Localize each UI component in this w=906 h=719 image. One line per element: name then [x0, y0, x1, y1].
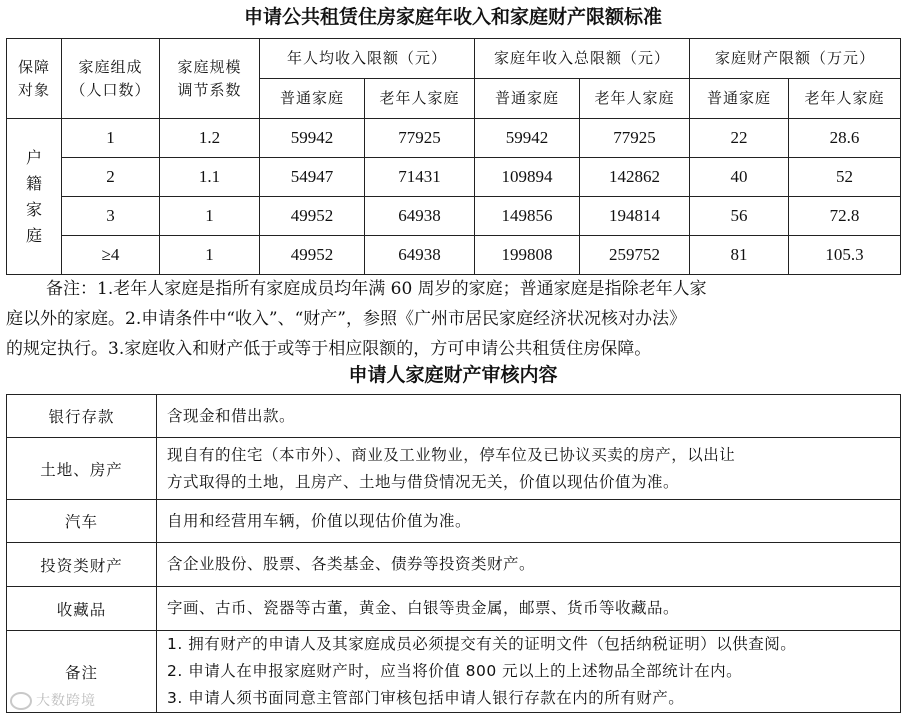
- cell: 105.3: [789, 236, 901, 275]
- cell: 54947: [260, 158, 365, 197]
- table-row: [7, 197, 901, 236]
- cell: 1: [160, 197, 260, 236]
- cell: 142862: [580, 158, 690, 197]
- sub-normal: 普通家庭: [690, 79, 789, 119]
- table-row: [7, 500, 901, 543]
- table-row: [7, 395, 901, 438]
- row-description: 现自有的住宅（本市外）、商业及工业物业，停车位及已协议买卖的房产，以出让 方式取得的土地，且房产、土地与借贷情况无关，价值以现估价值为准。: [157, 438, 901, 500]
- table-row: [7, 119, 901, 158]
- cell: 1.2: [160, 119, 260, 158]
- cell: 109894: [475, 158, 580, 197]
- table-row: [7, 158, 901, 197]
- cell: 49952: [260, 236, 365, 275]
- remarks-line-3: 的规定执行。3.家庭收入和财产低于或等于相应限额的，方可申请公共租赁住房保障。: [6, 339, 652, 359]
- cell: 194814: [580, 197, 690, 236]
- assets-table-title: 申请人家庭财产审核内容: [348, 364, 558, 386]
- assets-review-table: [6, 394, 901, 713]
- table-row: [7, 438, 901, 500]
- cell: 52: [789, 158, 901, 197]
- header-income-total: 家庭年收入总限额（元）: [475, 39, 690, 79]
- cell: 149856: [475, 197, 580, 236]
- watermark-logo-icon: [10, 692, 32, 710]
- cell: 77925: [580, 119, 690, 158]
- cell: 64938: [365, 236, 475, 275]
- header-coefficient: 家庭规模 调节系数: [160, 39, 260, 119]
- row-description: 含现金和借出款。: [157, 395, 901, 438]
- cell: 22: [690, 119, 789, 158]
- cell: 1: [160, 236, 260, 275]
- remarks-line-2: 庭以外的家庭。2.申请条件中“收入”、“财产”，参照《广州市居民家庭经济状况核对办法》: [6, 309, 686, 329]
- table-row: [7, 236, 901, 275]
- header-income-per-capita: 年人均收入限额（元）: [260, 39, 475, 79]
- cell: 81: [690, 236, 789, 275]
- cell: 59942: [475, 119, 580, 158]
- sub-elderly: 老年人家庭: [580, 79, 690, 119]
- cell: 2: [62, 158, 160, 197]
- cell: ≥4: [62, 236, 160, 275]
- cell: 28.6: [789, 119, 901, 158]
- row-label: 汽车: [7, 500, 157, 543]
- row-description: 含企业股份、股票、各类基金、债券等投资类财产。: [157, 543, 901, 587]
- watermark: 大数跨境: [10, 690, 96, 710]
- cell: 59942: [260, 119, 365, 158]
- row-description: 1. 拥有财产的申请人及其家庭成员必须提交有关的证明文件（包括纳税证明）以供查阅。 2. 申请人在申报家庭财产时，应当将价值 800 元以上的上述物品全部统计在内。 3. 申请人须书面同意主管部门审核包括申请人银行存款在内的所有财产。: [157, 631, 901, 713]
- remarks-line-1: 备注：1.老年人家庭是指所有家庭成员均年满 60 周岁的家庭；普通家庭是指除老年人家: [46, 279, 707, 299]
- table-row: [7, 587, 901, 631]
- sub-elderly: 老年人家庭: [365, 79, 475, 119]
- row-label: 投资类财产: [7, 543, 157, 587]
- cell: 72.8: [789, 197, 901, 236]
- cell: 49952: [260, 197, 365, 236]
- remarks-paragraph: [6, 274, 896, 364]
- row-label: 银行存款: [7, 395, 157, 438]
- table-row: [7, 631, 901, 713]
- sub-normal: 普通家庭: [260, 79, 365, 119]
- table-row: [7, 543, 901, 587]
- cell: 1.1: [160, 158, 260, 197]
- cell: 40: [690, 158, 789, 197]
- cell: 1: [62, 119, 160, 158]
- cell: 3: [62, 197, 160, 236]
- cell: 259752: [580, 236, 690, 275]
- cell: 77925: [365, 119, 475, 158]
- header-family-size: 家庭组成 （人口数）: [62, 39, 160, 119]
- income-table-title: 申请公共租赁住房家庭年收入和家庭财产限额标准: [243, 6, 662, 28]
- header-assets: 家庭财产限额（万元）: [690, 39, 901, 79]
- cell: 199808: [475, 236, 580, 275]
- income-limit-table: [6, 38, 901, 275]
- header-object: 保障 对象: [7, 39, 62, 119]
- cell: 71431: [365, 158, 475, 197]
- header-row-1: [7, 39, 901, 79]
- cell: 56: [690, 197, 789, 236]
- sub-normal: 普通家庭: [475, 79, 580, 119]
- cell: 64938: [365, 197, 475, 236]
- row-description: 自用和经营用车辆，价值以现估价值为准。: [157, 500, 901, 543]
- object-label: 户 籍 家 庭: [7, 119, 62, 275]
- row-label: 备注: [7, 631, 157, 713]
- sub-elderly: 老年人家庭: [789, 79, 901, 119]
- row-description: 字画、古币、瓷器等古董，黄金、白银等贵金属，邮票、货币等收藏品。: [157, 587, 901, 631]
- row-label: 收藏品: [7, 587, 157, 631]
- row-label: 土地、房产: [7, 438, 157, 500]
